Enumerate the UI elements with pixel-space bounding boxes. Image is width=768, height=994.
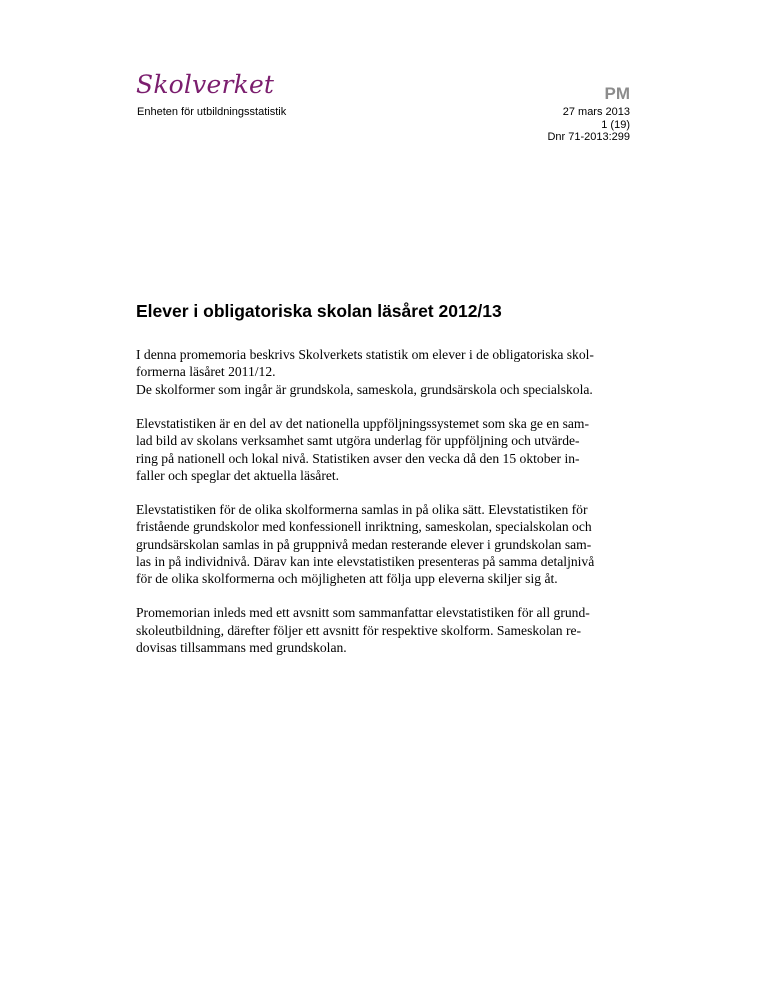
paragraph-line: Elevstatistiken för de olika skolformerna samlas in på olika sätt. Elevstatistiken för [136,501,588,517]
paragraph-line: för de olika skolformerna och möjligheten att följa upp eleverna skiljer sig åt. [136,571,558,587]
paragraph-line: Promemorian inleds med ett avsnitt som sammanfattar elevstatistiken för all grund- [136,605,590,621]
body-paragraph [136,501,636,588]
department-name: Enheten för utbildningsstatistik [137,106,287,118]
skolverket-logo: Skolverket [136,70,275,99]
body-paragraph [136,604,636,656]
document-body [136,346,636,673]
page-number: 1 (19) [601,118,630,131]
paragraph-line: De skolformer som ingår är grundskola, sameskola, grundsärskola och specialskola. [136,381,593,397]
paragraph-line: grundsärskolan samlas in på gruppnivå medan resterande elever i grundskolan sam- [136,536,592,552]
document-meta [547,106,630,144]
paragraph-line: faller och speglar det aktuella läsåret. [136,467,340,483]
paragraph-line: ring på nationell och lokal nivå. Statistiken avser den vecka då den 15 oktober in- [136,450,580,466]
paragraph-line: formerna läsåret 2011/12. [136,364,276,380]
document-title: Elever i obligatoriska skolan läsåret 2012/13 [136,301,502,321]
paragraph-line: las in på individnivå. Därav kan inte elevstatistiken presenteras på samma detaljnivå [136,554,595,570]
registration-number: Dnr 71-2013:299 [547,131,630,143]
paragraph-line: lad bild av skolans verksamhet samt utgöra underlag för uppföljning och utvärde- [136,433,580,449]
document-date: 27 mars 2013 [562,106,630,118]
paragraph-line: I denna promemoria beskrivs Skolverkets statistik om elever i de obligatoriska skol- [136,347,594,362]
paragraph-line: dovisas tillsammans med grundskolan. [136,640,347,656]
body-paragraph [136,346,636,398]
body-paragraph [136,415,636,485]
paragraph-line: skoleutbildning, därefter följer ett avsnitt för respektive skolform. Sameskolan re- [136,622,582,638]
paragraph-line: fristående grundskolor med konfessionell inriktning, sameskolan, specialskolan och [136,519,592,535]
document-type: PM [604,84,630,103]
paragraph-line: Elevstatistiken är en del av det nationella uppföljningssystemet som ska ge en sam- [136,415,590,431]
